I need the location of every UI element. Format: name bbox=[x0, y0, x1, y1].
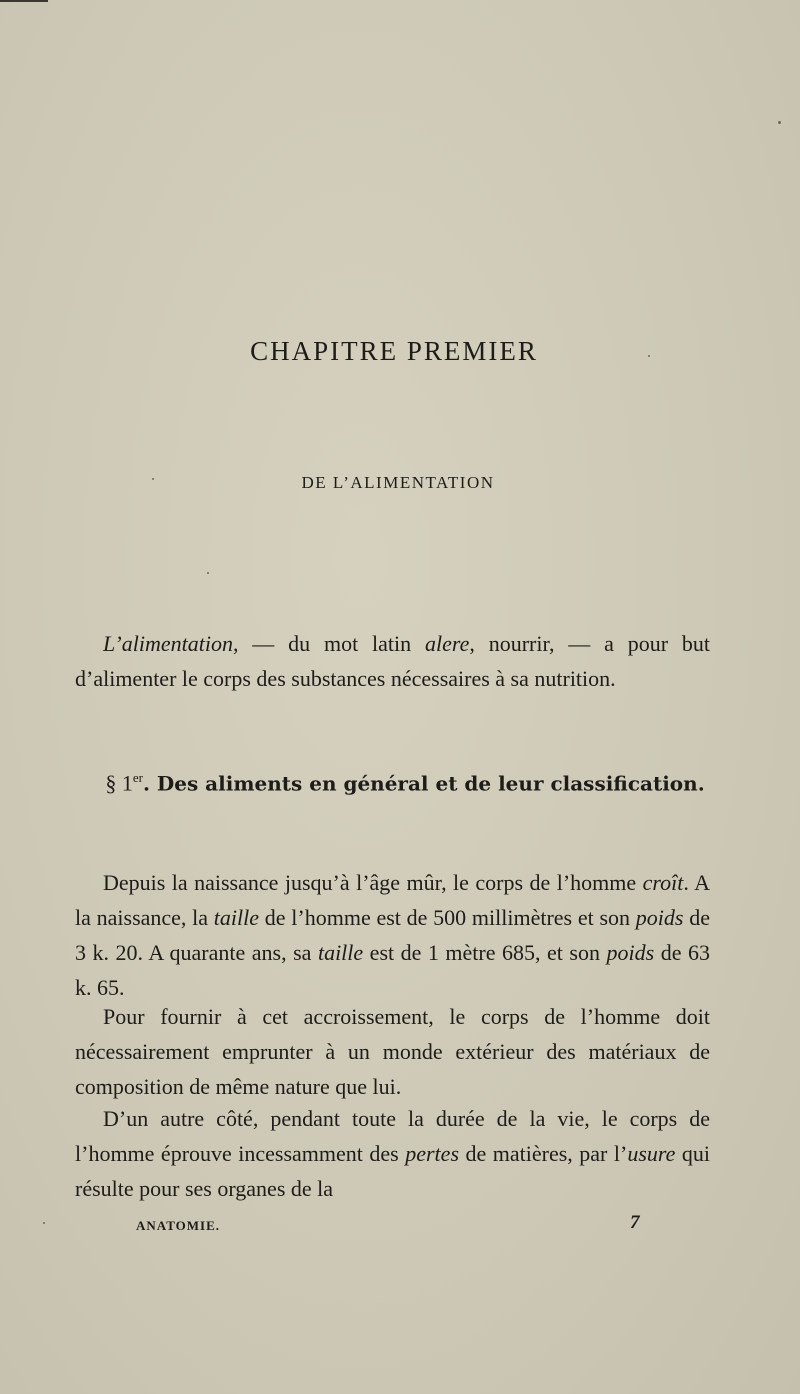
p3-text-2: de matières, par l’ bbox=[459, 1141, 628, 1166]
intro-text-1: , — du mot latin bbox=[232, 631, 425, 656]
top-edge-rule bbox=[0, 0, 48, 2]
p1-text-4: de 3 k. 20. A quarante ans, sa bbox=[75, 905, 710, 965]
section-dot: . bbox=[142, 771, 157, 796]
p3-text-1: D’un autre côté, pendant toute la durée de la vie, le corps de l’homme éprouve incessamment des bbox=[75, 1106, 710, 1166]
intro-paragraph bbox=[75, 626, 710, 696]
p1-text-5: est de 1 mètre 685, et son bbox=[363, 940, 607, 965]
p1-emph-3: poids bbox=[635, 905, 684, 930]
intro-latin: alere bbox=[425, 631, 470, 656]
section-superscript: er bbox=[132, 770, 143, 785]
p1-emph-4: taille bbox=[317, 940, 364, 965]
p1-text-3: de l’homme est de 500 millimètres et son bbox=[259, 905, 636, 930]
p1-emph-5: poids bbox=[606, 940, 655, 965]
section-title: DE L’ALIMENTATION bbox=[301, 473, 495, 492]
intro-term: L’alimentation bbox=[103, 631, 233, 656]
p3-emph-2: usure bbox=[627, 1141, 676, 1166]
signature-number: 7 bbox=[630, 1212, 640, 1233]
subsection-heading bbox=[100, 760, 710, 801]
p1-text-6: de 63 k. 65. bbox=[75, 940, 710, 1000]
subsection-title: Des aliments en général et de leur classification. bbox=[156, 771, 705, 796]
paragraph-1 bbox=[75, 865, 710, 1005]
chapter-title: CHAPITRE PREMIER bbox=[250, 336, 538, 366]
paragraph-2: Pour fournir à cet accroissement, le corps de l’homme doit nécessairement emprunter à un monde extérieur des matériaux de composition de même nature que lui. bbox=[75, 1004, 710, 1099]
p3-text-3: qui résulte pour ses organes de la bbox=[75, 1141, 710, 1201]
p1-emph-2: taille bbox=[213, 905, 260, 930]
p1-emph-1: croît bbox=[642, 870, 684, 895]
section-number: § 1 bbox=[105, 770, 133, 796]
intro-text-2: , nourrir, — a pour but d’alimenter le corps des substances nécessaires à sa nutrition. bbox=[75, 631, 710, 691]
paper-speck bbox=[207, 572, 209, 574]
paper-speck bbox=[778, 121, 781, 124]
paragraph-3 bbox=[75, 1101, 710, 1206]
p1-text-2: . A la naissance, la bbox=[75, 870, 710, 930]
paper-speck bbox=[43, 1222, 45, 1224]
signature-mark: ANATOMIE. bbox=[136, 1218, 220, 1233]
p1-text-1: Depuis la naissance jusqu’à l’âge mûr, le corps de l’homme bbox=[103, 870, 643, 895]
p3-emph-1: pertes bbox=[405, 1141, 459, 1166]
